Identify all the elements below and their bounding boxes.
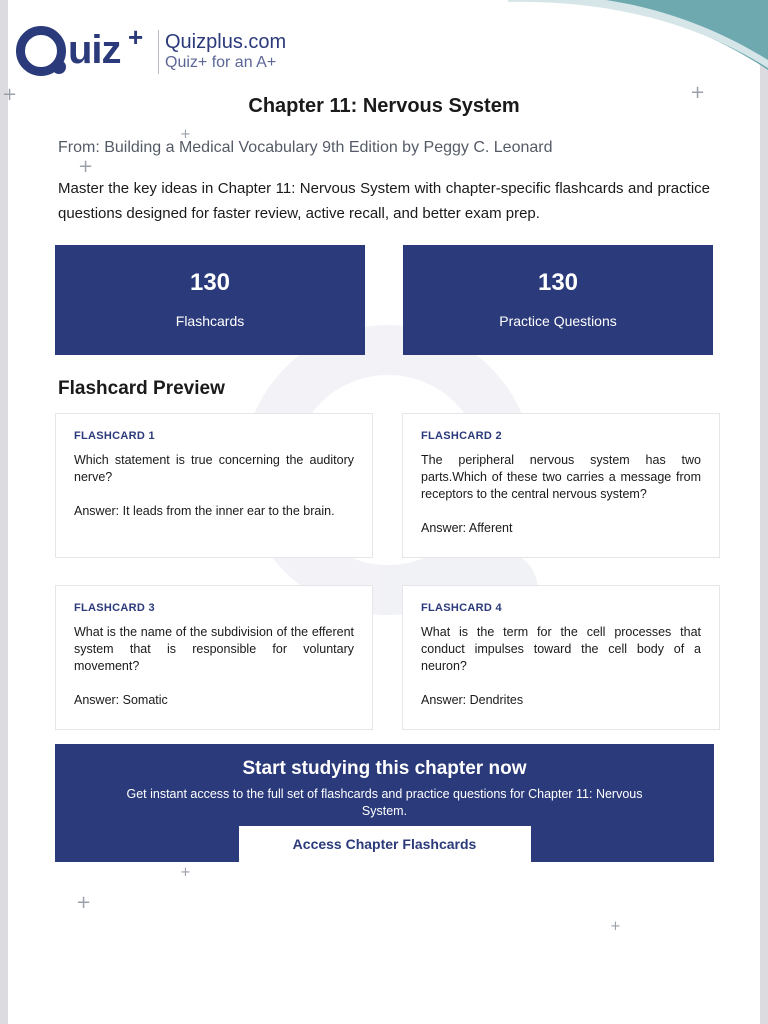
site-tagline: Quiz+ for an A+: [165, 54, 277, 71]
plus-decoration: +: [180, 127, 191, 142]
logo-q-dot: [52, 60, 66, 74]
flashcard-card-1: [55, 413, 373, 558]
flashcard-label: FLASHCARD 1: [74, 430, 155, 442]
practice-questions-stat-box: [403, 245, 713, 355]
flashcard-preview-heading: Flashcard Preview: [58, 378, 225, 399]
logo-text: [165, 31, 286, 73]
flashcard-answer: Answer: It leads from the inner ear to the brain.: [74, 504, 335, 518]
site-name: Quizplus.com: [165, 31, 287, 53]
flashcards-label: Flashcards: [175, 313, 245, 329]
study-cta-banner: [55, 744, 714, 862]
flashcard-label: FLASHCARD 2: [421, 430, 502, 442]
page-title: Chapter 11: Nervous System: [248, 95, 520, 117]
practice-questions-label: Practice Questions: [499, 313, 617, 329]
plus-decoration: +: [180, 865, 191, 880]
flashcard-answer: Answer: Afferent: [421, 521, 513, 535]
flashcard-answer: Answer: Dendrites: [421, 693, 524, 707]
access-chapter-flashcards-button[interactable]: Access Chapter Flashcards: [239, 826, 531, 862]
intro-text: Master the key ideas in Chapter 11: Nervous System with chapter-specific flashcards and practice questions designed for faster review, active recall, and better exam prep.: [58, 180, 710, 222]
flashcards-count: 130: [189, 269, 231, 296]
cta-subtitle: Get instant access to the full set of flashcards and practice questions for Chapter 11: Nervous System.: [126, 787, 643, 818]
document-page: [2, 0, 760, 1024]
left-page-edge: [0, 0, 8, 1024]
cta-title: Start studying this chapter now: [242, 758, 527, 779]
logo-plus-sign: +: [128, 22, 144, 52]
quizplus-logo[interactable]: [16, 24, 286, 80]
corner-swoosh-decoration: [508, 0, 768, 80]
plus-decoration: +: [78, 156, 94, 177]
flashcard-answer: Answer: Somatic: [74, 693, 168, 707]
flashcards-stat-box: [55, 245, 365, 355]
logo-divider: [158, 30, 159, 74]
flashcard-question: What is the term for the cell processes that conduct impulses toward the cell body of a neuron?: [421, 625, 701, 673]
plus-decoration: +: [610, 919, 621, 934]
flashcard-card-2: [402, 413, 720, 558]
flashcard-card-3: [55, 585, 373, 730]
logo-wordmark: uiz: [68, 28, 121, 72]
flashcard-label: FLASHCARD 3: [74, 602, 155, 614]
plus-decoration: +: [2, 84, 18, 105]
flashcard-question: What is the name of the subdivision of the efferent system that is responsible for voluntary movement?: [74, 625, 354, 673]
flashcard-label: FLASHCARD 4: [421, 602, 502, 614]
quizplus-logo-mark: [16, 24, 146, 80]
practice-questions-count: 130: [537, 269, 579, 296]
book-source: From: Building a Medical Vocabulary 9th Edition by Peggy C. Leonard: [58, 139, 553, 156]
flashcard-question: The peripheral nervous system has two parts.Which of these two carries a message from receptors to the central nervous system?: [421, 453, 701, 501]
right-page-edge: [760, 0, 768, 1024]
plus-decoration: +: [76, 892, 92, 913]
flashcard-question: Which statement is true concerning the auditory nerve?: [74, 453, 354, 484]
plus-decoration: +: [690, 82, 706, 103]
flashcard-card-4: [402, 585, 720, 730]
